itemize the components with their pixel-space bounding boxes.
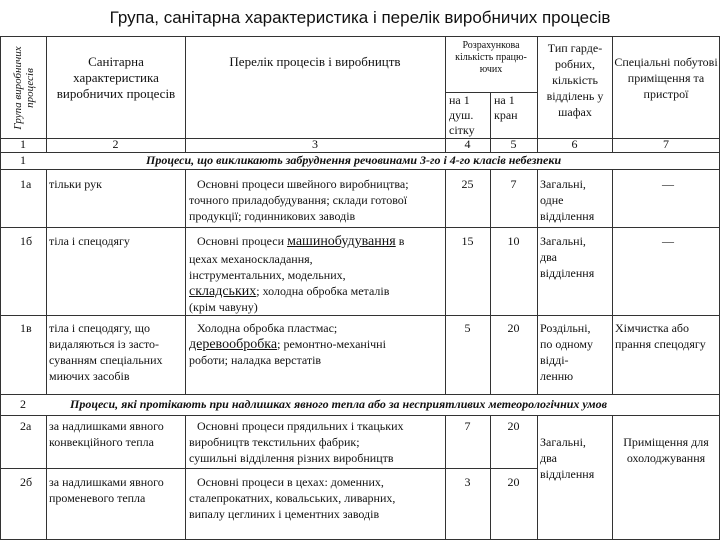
header-calc-count: Розрахункова кількість працю-ючих [455, 40, 527, 75]
row-wardrobe-line: Загальні, [540, 435, 586, 449]
divider [185, 36, 186, 152]
header-per-tap: на 1 кран [494, 93, 518, 122]
section-title: Процеси, що викликають забруднення речовинами 3-го і 4-го класів небезпеки [146, 153, 562, 167]
divider [46, 415, 47, 539]
divider [185, 169, 186, 394]
row-group: 2а [20, 419, 32, 433]
row-process-line: (крім чавуну) [189, 300, 258, 314]
row-wardrobe-line: відділення [540, 266, 595, 280]
row-sanitary-line: за надлишками явного [49, 475, 164, 489]
row-tap: 20 [507, 475, 520, 489]
row-special-line: охолоджування [626, 451, 706, 465]
divider [537, 36, 538, 152]
section-title: Процеси, які протікають при надлишках явного тепла або за несприятливих метеорологічних умов [70, 397, 608, 411]
row-process-line: точного приладобудування; склади готової [189, 193, 408, 207]
row-group: 1в [20, 321, 32, 335]
row-sanitary-line: тіла і спецодягу, що [49, 321, 150, 335]
row-sanitary-line: конвекційного тепла [49, 435, 154, 449]
row-wardrobe-line: відді- [540, 353, 569, 367]
page-title: Група, санітарна характеристика і перелік виробничих процесів [109, 8, 611, 27]
row-sanitary-line: за надлишками явного [49, 419, 164, 433]
row-shower: 5 [464, 321, 471, 335]
row-shower: 3 [464, 475, 471, 489]
row-process-line: цехах механоскладання, [189, 252, 313, 266]
row-wardrobe-line: Роздільні, [540, 321, 591, 335]
row-tap: 20 [507, 321, 520, 335]
row-wardrobe-line: ленню [540, 369, 574, 383]
row-process-line: інструментальних, модельних, [189, 268, 346, 282]
row-process-line: Холодна обробка пластмас; [197, 321, 338, 335]
header-per-shower: на 1 душ. сітку [449, 93, 475, 137]
row-sanitary-line: суванням спеціальних [49, 353, 163, 367]
row-special: — [662, 234, 674, 248]
row-process-line: Основні процеси машинобудування в [197, 234, 405, 249]
row-tap: 20 [507, 419, 520, 433]
row-special-line: Приміщення для [623, 435, 709, 449]
row-process-line: сталепрокатних, ковальських, ливарних, [189, 491, 396, 505]
row-tap: 10 [507, 234, 520, 248]
divider [185, 415, 186, 539]
section-number: 2 [20, 397, 26, 411]
row-process-line: роботи; наладка верстатів [189, 353, 322, 367]
row-group: 2б [20, 475, 33, 489]
divider [445, 36, 446, 152]
row-sanitary: тільки рук [49, 177, 102, 191]
row-sanitary-line: променевого тепла [49, 491, 146, 505]
divider [537, 415, 538, 539]
col-number: 2 [112, 137, 119, 151]
col-number: 4 [464, 137, 471, 151]
header-wardrobe: Тип гарде-робних, кількість відділень у шафах [546, 41, 604, 119]
col-number: 6 [571, 137, 578, 151]
row-process-line: деревообробка; ремонтно-механічні [189, 337, 386, 352]
row-wardrobe-line: відділення [540, 467, 595, 481]
row-wardrobe-line: одне [540, 193, 564, 207]
row-sanitary-line: видаляються із засто- [49, 337, 160, 351]
row-process-line: випалу цеглиних і цементних заводів [189, 507, 380, 521]
row-process-line: сушильні відділення різних виробництв [189, 451, 394, 465]
row-special-line: прання спецодягу [615, 337, 706, 351]
row-shower: 7 [464, 419, 471, 433]
row-process-line: Основні процеси прядильних і ткацьких [197, 419, 404, 433]
divider [0, 468, 537, 469]
row-wardrobe-line: два [540, 250, 557, 264]
col-number: 3 [312, 137, 318, 151]
process-table [0, 36, 720, 540]
row-process-line: продукції; годинникових заводів [189, 209, 356, 223]
row-sanitary-line: миючих засобів [49, 369, 130, 383]
divider [46, 36, 47, 152]
divider [612, 36, 613, 152]
row-sanitary: тіла і спецодягу [49, 234, 130, 248]
row-wardrobe-line: Загальні, [540, 234, 586, 248]
row-process-line: Основні процеси швейного виробництва; [197, 177, 409, 191]
row-group: 1б [20, 234, 33, 248]
divider [490, 169, 491, 394]
section-number: 1 [20, 153, 26, 167]
col-number: 5 [510, 137, 517, 151]
header-special: Спеціальні побутові приміщення та пристрої [614, 55, 718, 101]
divider [445, 169, 446, 394]
divider [612, 415, 613, 539]
divider [537, 169, 538, 394]
row-shower: 25 [461, 177, 474, 191]
row-tap: 7 [510, 177, 517, 191]
header-sanitary: Санітарна характеристика виробничих процесів [56, 54, 176, 101]
row-wardrobe-line: два [540, 451, 557, 465]
divider [0, 394, 720, 395]
row-process-line: складських; холодна обробка металів [189, 284, 390, 299]
row-wardrobe-line: відділення [540, 209, 595, 223]
row-process-line: Основні процеси в цехах: доменних, [197, 475, 384, 489]
col-number: 7 [663, 137, 669, 151]
row-special-line: Хімчистка або [615, 321, 690, 335]
divider [46, 169, 47, 394]
col-number: 1 [20, 137, 26, 151]
row-shower: 15 [461, 234, 474, 248]
table-border-left [0, 36, 1, 540]
header-group: Група виробничих процесів [12, 46, 36, 130]
row-process-line: виробництв текстильних фабрик; [189, 435, 360, 449]
row-wardrobe-line: по одному [540, 337, 593, 351]
row-group: 1а [20, 177, 32, 191]
row-wardrobe-line: Загальні, [540, 177, 586, 191]
header-processes: Перелік процесів і виробництв [229, 54, 401, 69]
row-special: — [662, 177, 674, 191]
divider [612, 169, 613, 394]
